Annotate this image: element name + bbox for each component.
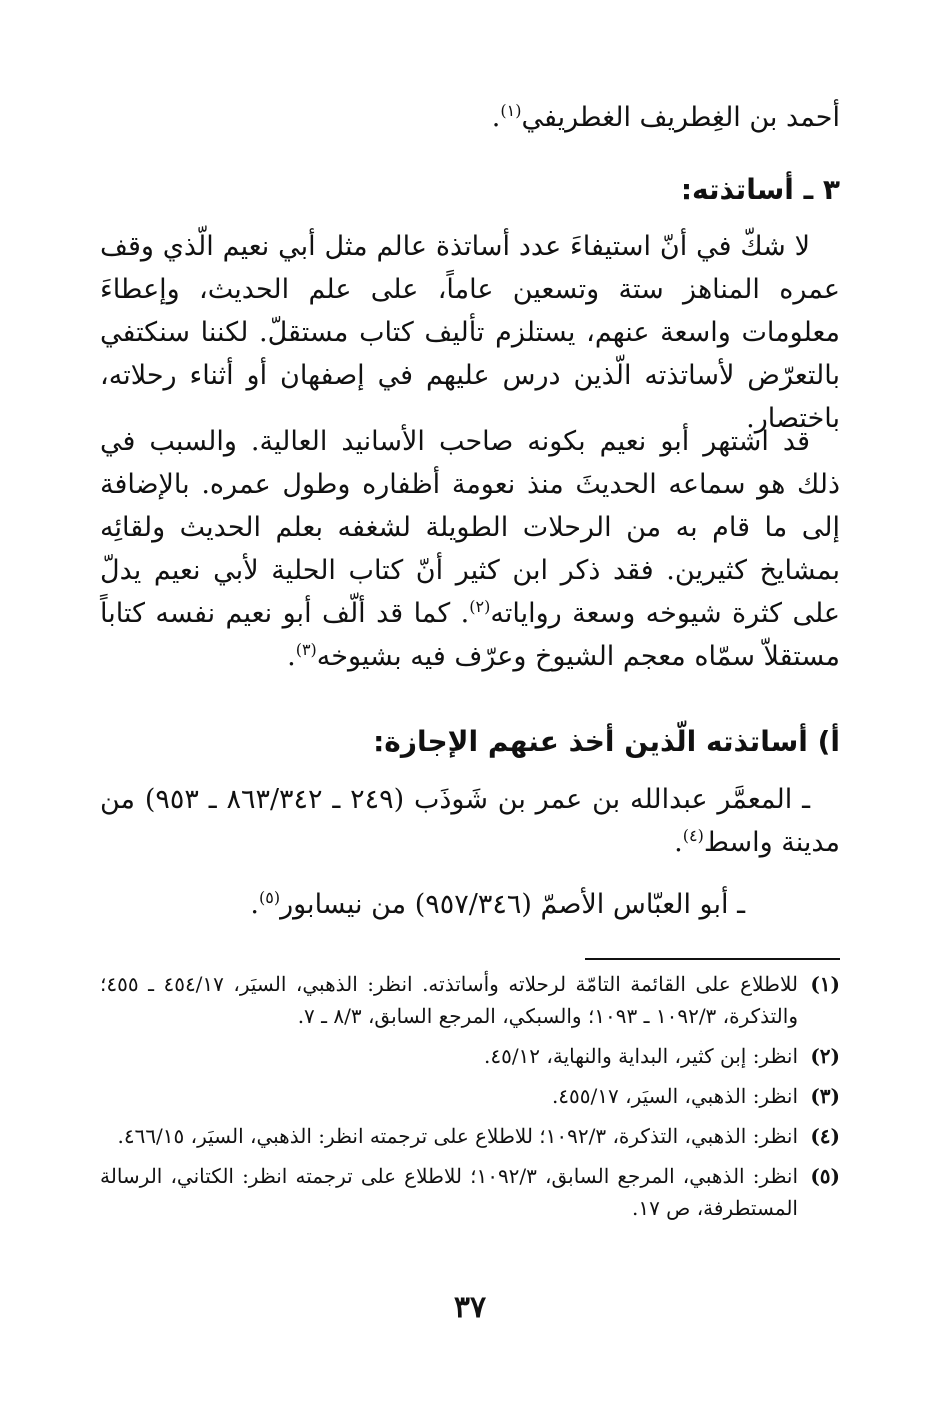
footnote-text: انظر: الذهبي، التذكرة، ١٠٩٢/٣؛ للاطلاع على ترجمته انظر: الذهبي، السيَر، ٤٦٦/١٥. [117, 1124, 798, 1148]
paragraph-high-isnad [100, 420, 840, 678]
footnote-text: انظر: إبن كثير، البداية والنهاية، ٤٥/١٢. [483, 1044, 798, 1068]
footnote-number: (١) [810, 972, 840, 996]
footnote-5 [100, 1160, 840, 1224]
footnote-text: انظر: الذهبي، المرجع السابق، ١٠٩٢/٣؛ للاطلاع على ترجمته انظر: الكتاني، الرسالة المستطرفة، ص ١٧. [100, 1164, 798, 1220]
footnote-text: للاطلاع على القائمة التامّة لرحلاته وأساتذته. انظر: الذهبي، السيَر، ٤٥٤/١٧ ـ ٤٥٥؛ والتذكرة، ١٠٩٢/٣ ـ ١٠٩٣؛ والسبكي، المرجع السابق، ٨/٣ ـ ٧. [100, 972, 798, 1028]
footnote-number: (٥) [810, 1164, 840, 1188]
paragraph-high-isnad-part-1: قد اشتهر أبو نعيم بكونه صاحب الأسانيد العالية. والسبب في ذلك هو سماعه الحديثَ منذ نعومة أظفاره وطول عمره. بالإضافة إلى ما قام به من الرحلات الطويلة لشغفه بعلم الحديث ولقائِه بمشايخ كثيرين. فقد ذكر ابن كثير أنّ كتاب الحلية لأبي نعيم يدلّ على كثرة شيوخه وسعة رواياته [100, 426, 840, 629]
footnote-text: انظر: الذهبي، السيَر، ٤٥٥/١٧. [551, 1084, 798, 1108]
footnote-ref-4[interactable]: (٤) [682, 826, 704, 845]
teacher-entry-1: ـ المعمَّر عبدالله بن عمر بن شَوذَب (٢٤٩ ـ ٨٦٣/٣٤٢ ـ ٩٥٣) من مدينة واسط$^{(٤)}$. [100, 784, 840, 858]
footnote-divider [585, 958, 840, 960]
paragraph-high-isnad-part-2: . كما قد ألّف أبو نعيم نفسه كتاباً مستقلاّ سمّاه معجم الشيوخ وعرّف فيه بشيوخه [100, 598, 840, 672]
footnote-ref-1[interactable]: (١) [500, 101, 522, 120]
paragraph-high-isnad-end: . [287, 641, 296, 672]
intro-line: أحمد بن الغِطريف الغطريفي$^{(١)}$. [491, 101, 840, 133]
teacher-entry-2-text: ـ أبو العبّاس الأصمّ (٩٥٧/٣٤٦) من نيسابور [280, 889, 745, 920]
teacher-entry-2: ـ أبو العبّاس الأصمّ (٩٥٧/٣٤٦) من نيسابور$^{(٥)}$. [250, 888, 745, 920]
footnote-4 [100, 1120, 840, 1152]
footnote-ref-5[interactable]: (٥) [258, 888, 281, 907]
footnote-3 [100, 1080, 840, 1112]
page-number: ٣٧ [453, 1290, 487, 1325]
subsection-heading-ijaza: أ) أساتذته الّذين أخذ عنهم الإجازة: [373, 725, 840, 758]
footnote-2 [100, 1040, 840, 1072]
paragraph-teachers-intro: لا شكّ في أنّ استيفاءَ عدد أساتذة عالم مثل أبي نعيم الّذي وقف عمره المناهز ستة وتسعين عاماً، على علم الحديث، وإعطاءَ معلومات واسعة عنهم، يستلزم تأليف كتاب مستقلّ. لكننا سنكتفي بالتعرّض لأساتذته الّذين درس عليهم في إصفهان أو أثناء رحلاته، باختصار. [100, 231, 840, 434]
footnote-number: (٣) [810, 1084, 840, 1108]
footnote-ref-2[interactable]: (٢) [469, 597, 491, 616]
footnotes-list [100, 968, 840, 1232]
footnote-1 [100, 968, 840, 1032]
footnote-ref-3[interactable]: (٣) [295, 640, 317, 659]
teacher-entry-1-text: ـ المعمَّر عبدالله بن عمر بن شَوذَب (٢٤٩ ـ ٨٦٣/٣٤٢ ـ ٩٥٣) من مدينة واسط [100, 784, 840, 858]
footnote-number: (٤) [810, 1124, 840, 1148]
footnote-number: (٢) [810, 1044, 840, 1068]
section-heading-teachers: ٣ ـ أساتذته: [680, 173, 840, 206]
document-page [100, 0, 840, 1401]
intro-text: أحمد بن الغِطريف الغطريفي [521, 102, 840, 133]
